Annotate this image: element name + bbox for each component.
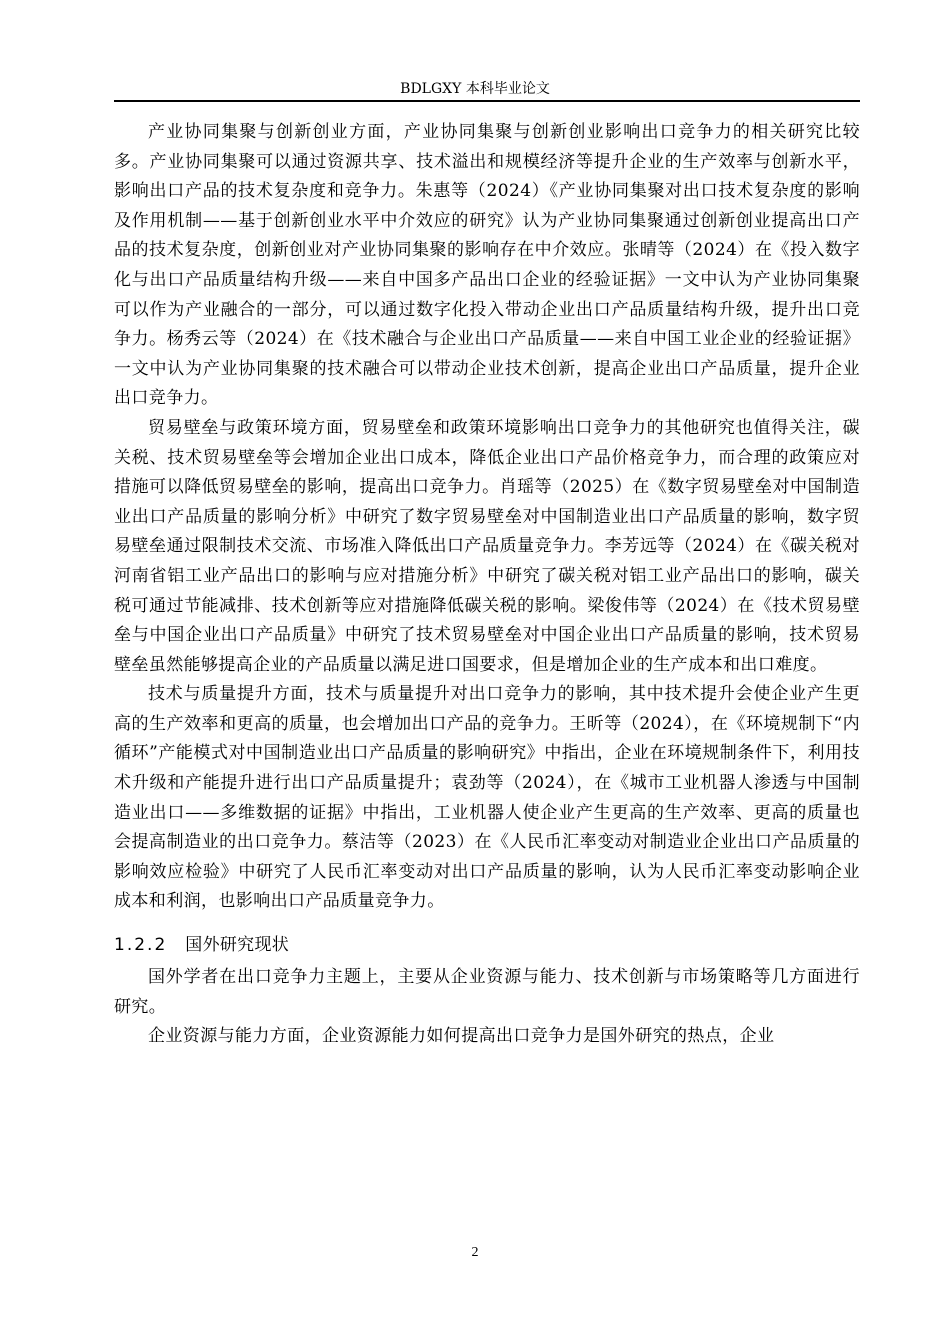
paragraph-trade-barriers: 贸易壁垒与政策环境方面，贸易壁垒和政策环境影响出口竞争力的其他研究也值得关注，碳关税、技术贸易壁垒等会增加企业出口成本，降低企业出口产品价格竞争力，而合理的政策应对措施可以降低贸易壁垒的影响，提高出口竞争力。肖瑶等（2025）在《数字贸易壁垒对中国制造业出口产品质量的影响分析》中研究了数字贸易壁垒对中国制造业出口产品质量的影响，数字贸易壁垒通过限制技术交流、市场准入降低出口产品质量竞争力。李芳远等（2024）在《碳关税对河南省铝工业产品出口的影响与应对措施分析》中研究了碳关税对铝工业产品出口的影响，碳关税可通过节能减排、技术创新等应对措施降低碳关税的影响。梁俊伟等（2024）在《技术贸易壁垒与中国企业出口产品质量》中研究了技术贸易壁垒对中国企业出口产品质量的影响，技术贸易壁垒虽然能够提高企业的产品质量以满足进口国要求，但是增加企业的生产成本和出口难度。 [114, 417, 860, 675]
page-number: 2 [471, 1245, 479, 1260]
paragraph-technology-quality: 技术与质量提升方面，技术与质量提升对出口竞争力的影响，其中技术提升会使企业产生更高的生产效率和更高的质量，也会增加出口产品的竞争力。王昕等（2024），在《环境规制下“内循环”产能模式对中国制造业出口产品质量的影响研究》中指出，企业在环境规制条件下，利用技术升级和产能提升进行出口产品质量提升；袁劲等（2024），在《城市工业机器人渗透与中国制造业出口——多维数据的证据》中指出，工业机器人使企业产生更高的生产效率、更高的质量也会提高制造业的出口竞争力。蔡洁等（2023）在《人民币汇率变动对制造业企业出口产品质量的影响效应检验》中研究了人民币汇率变动对出口产品质量的影响，认为人民币汇率变动影响企业成本和利润，也影响出口产品质量竞争力。 [114, 684, 860, 912]
section-number: 1.2.2 [114, 935, 168, 956]
section-heading [114, 931, 860, 959]
section-title: 国外研究现状 [185, 935, 290, 956]
paragraph-enterprise-resources: 企业资源与能力方面，企业资源能力如何提高出口竞争力是国外研究的热点，企业 [148, 1026, 775, 1047]
running-header: BDLGXY 本科毕业论文 [400, 81, 550, 97]
paragraph-foreign-intro: 国外学者在出口竞争力主题上，主要从企业资源与能力、技术创新与市场策略等几方面进行研究。 [114, 967, 860, 1017]
header-rule [114, 100, 860, 102]
body-text [114, 118, 860, 1052]
paragraph-industrial-agglomeration: 产业协同集聚与创新创业方面，产业协同集聚与创新创业影响出口竞争力的相关研究比较多。产业协同集聚可以通过资源共享、技术溢出和规模经济等提升企业的生产效率与创新水平，影响出口产品的技术复杂度和竞争力。朱惠等（2024）《产业协同集聚对出口技术复杂度的影响及作用机制——基于创新创业水平中介效应的研究》认为产业协同集聚通过创新创业提高出口产品的技术复杂度，创新创业对产业协同集聚的影响存在中介效应。张晴等（2024）在《投入数字化与出口产品质量结构升级——来自中国多产品出口企业的经验证据》一文中认为产业协同集聚可以作为产业融合的一部分，可以通过数字化投入带动企业出口产品质量结构升级，提升出口竞争力。杨秀云等（2024）在《技术融合与企业出口产品质量——来自中国工业企业的经验证据》一文中认为产业协同集聚的技术融合可以带动企业技术创新，提高企业出口产品质量，提升企业出口竞争力。 [114, 122, 860, 409]
